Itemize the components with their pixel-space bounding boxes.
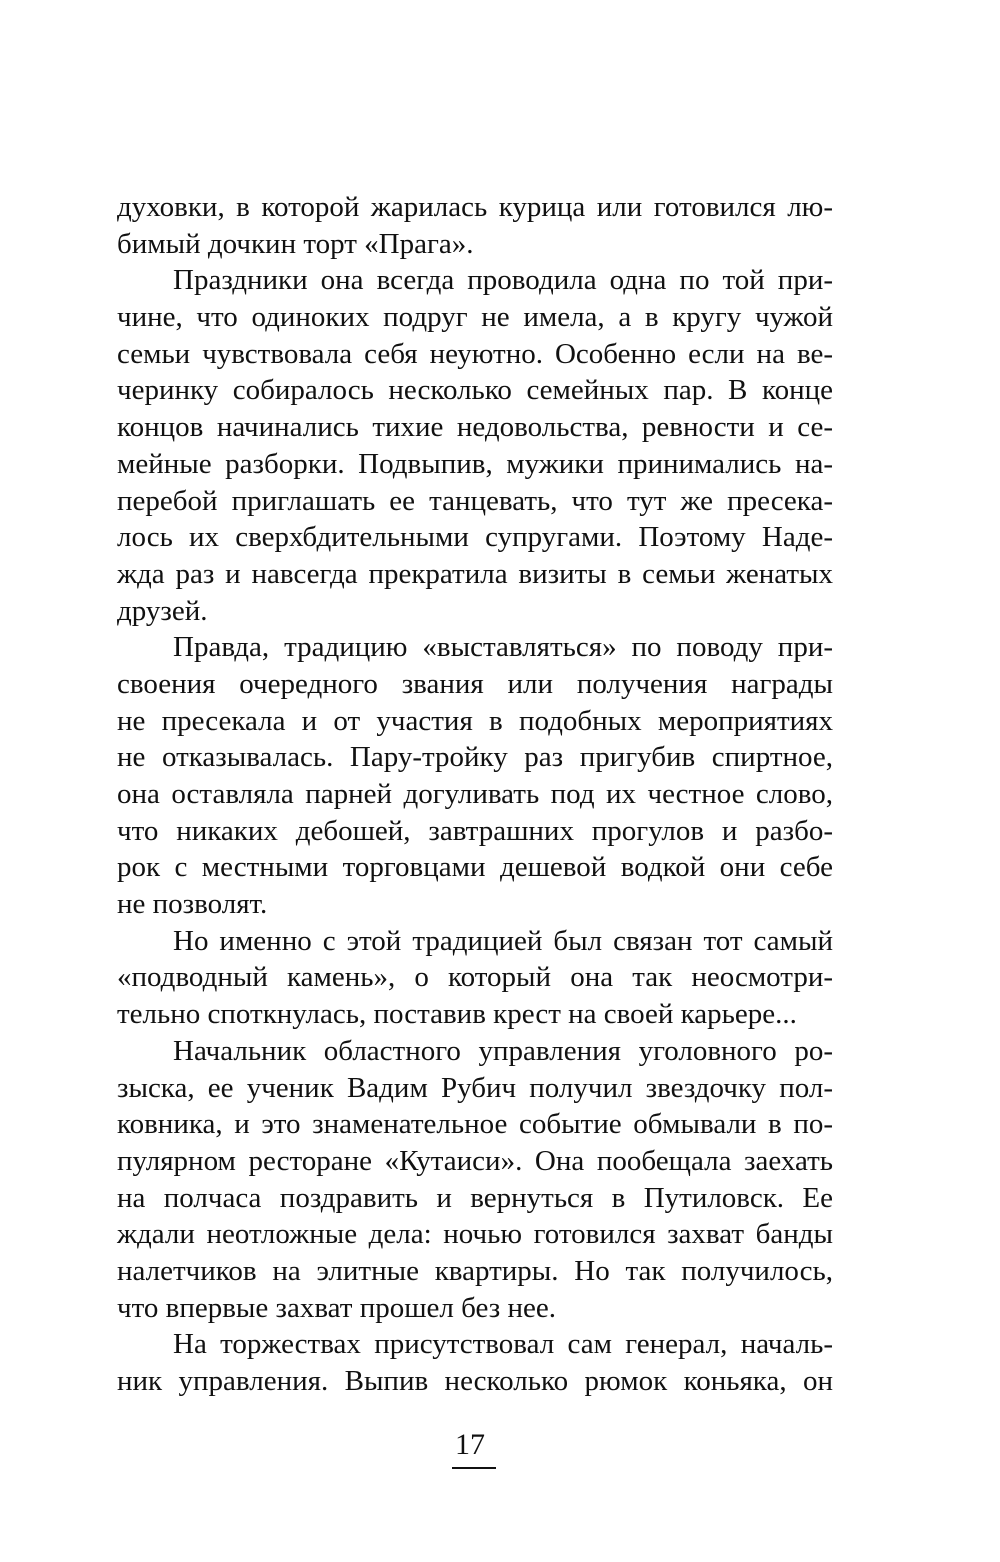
text-line: не позволят. [117,888,268,921]
text-line: лось их сверхбдительными супругами. Поэтому Наде- [117,521,833,554]
text-line: концов начинались тихие недовольства, ревности и се- [117,411,833,444]
text-line: бимый дочкин торт «Прага». [117,227,474,260]
text-line: жда раз и навсегда прекратила визиты в семьи женатых [117,557,833,590]
paragraph [117,1033,833,1327]
text-line: черинку собиралось несколько семейных пар. В конце [117,374,833,407]
text-line: тельно споткнулась, поставив крест на своей карьере... [117,998,797,1031]
page-number-rule [452,1467,496,1469]
paragraph [117,629,833,923]
text-line: что впервые захват прошел без нее. [117,1291,556,1324]
text-line: «подводный камень», о который она так неосмотри- [117,961,833,994]
text-line: семьи чувствовала себя неуютно. Особенно если на ве- [117,337,833,370]
text-line: ковника, и это знаменательное событие обмывали в по- [117,1108,833,1141]
text-line: на полчаса поздравить и вернуться в Путиловск. Ее [117,1181,833,1214]
text-line: ник управления. Выпив несколько рюмок коньяка, он [117,1365,833,1397]
text-line: рок с местными торговцами дешевой водкой они себе [117,851,833,884]
text-line: На торжествах присутствовал сам генерал, началь- [173,1328,833,1361]
text-line: ждали неотложные дела: ночью готовился захват банды [117,1218,833,1251]
text-line: духовки, в которой жарилась курица или готовился лю- [117,191,833,223]
text-line: пулярном ресторане «Кутаиси». Она пообещала заехать [117,1144,833,1177]
text-line: не отказывалась. Пару-тройку раз пригубив спиртное, [117,741,833,774]
paragraph [117,189,833,262]
text-line: Но именно с этой традицией был связан тот самый [173,924,833,957]
text-line: Правда, традицию «выставляться» по поводу при- [173,631,833,664]
page-number: 17 [455,1428,485,1461]
text-line: Праздники она всегда проводила одна по той при- [173,264,833,297]
text-line: не пресекала и от участия в подобных мероприятиях [117,704,833,737]
text-line: что никаких дебошей, завтрашних прогулов и разбо- [117,814,833,847]
text-line: она оставляла парней догуливать под их честное слово, [117,778,833,810]
text-line: мейные разборки. Подвыпив, мужики принимались на- [117,447,833,480]
text-line: друзей. [117,594,208,627]
text-line: чине, что одиноких подруг не имела, а в кругу чужой [117,301,833,334]
text-line: зыска, ее ученик Вадим Рубич получил звездочку пол- [117,1071,833,1104]
text-line: своения очередного звания или получения награды [117,667,833,700]
body-text [117,189,833,1400]
text-line: Начальник областного управления уголовного ро- [173,1034,833,1067]
paragraph [117,1326,833,1399]
paragraph [117,923,833,1033]
text-line: перебой приглашать ее танцевать, что тут же пресека- [117,484,833,517]
text-line: налетчиков на элитные квартиры. Но так получилось, [117,1254,833,1287]
paragraph [117,262,833,629]
